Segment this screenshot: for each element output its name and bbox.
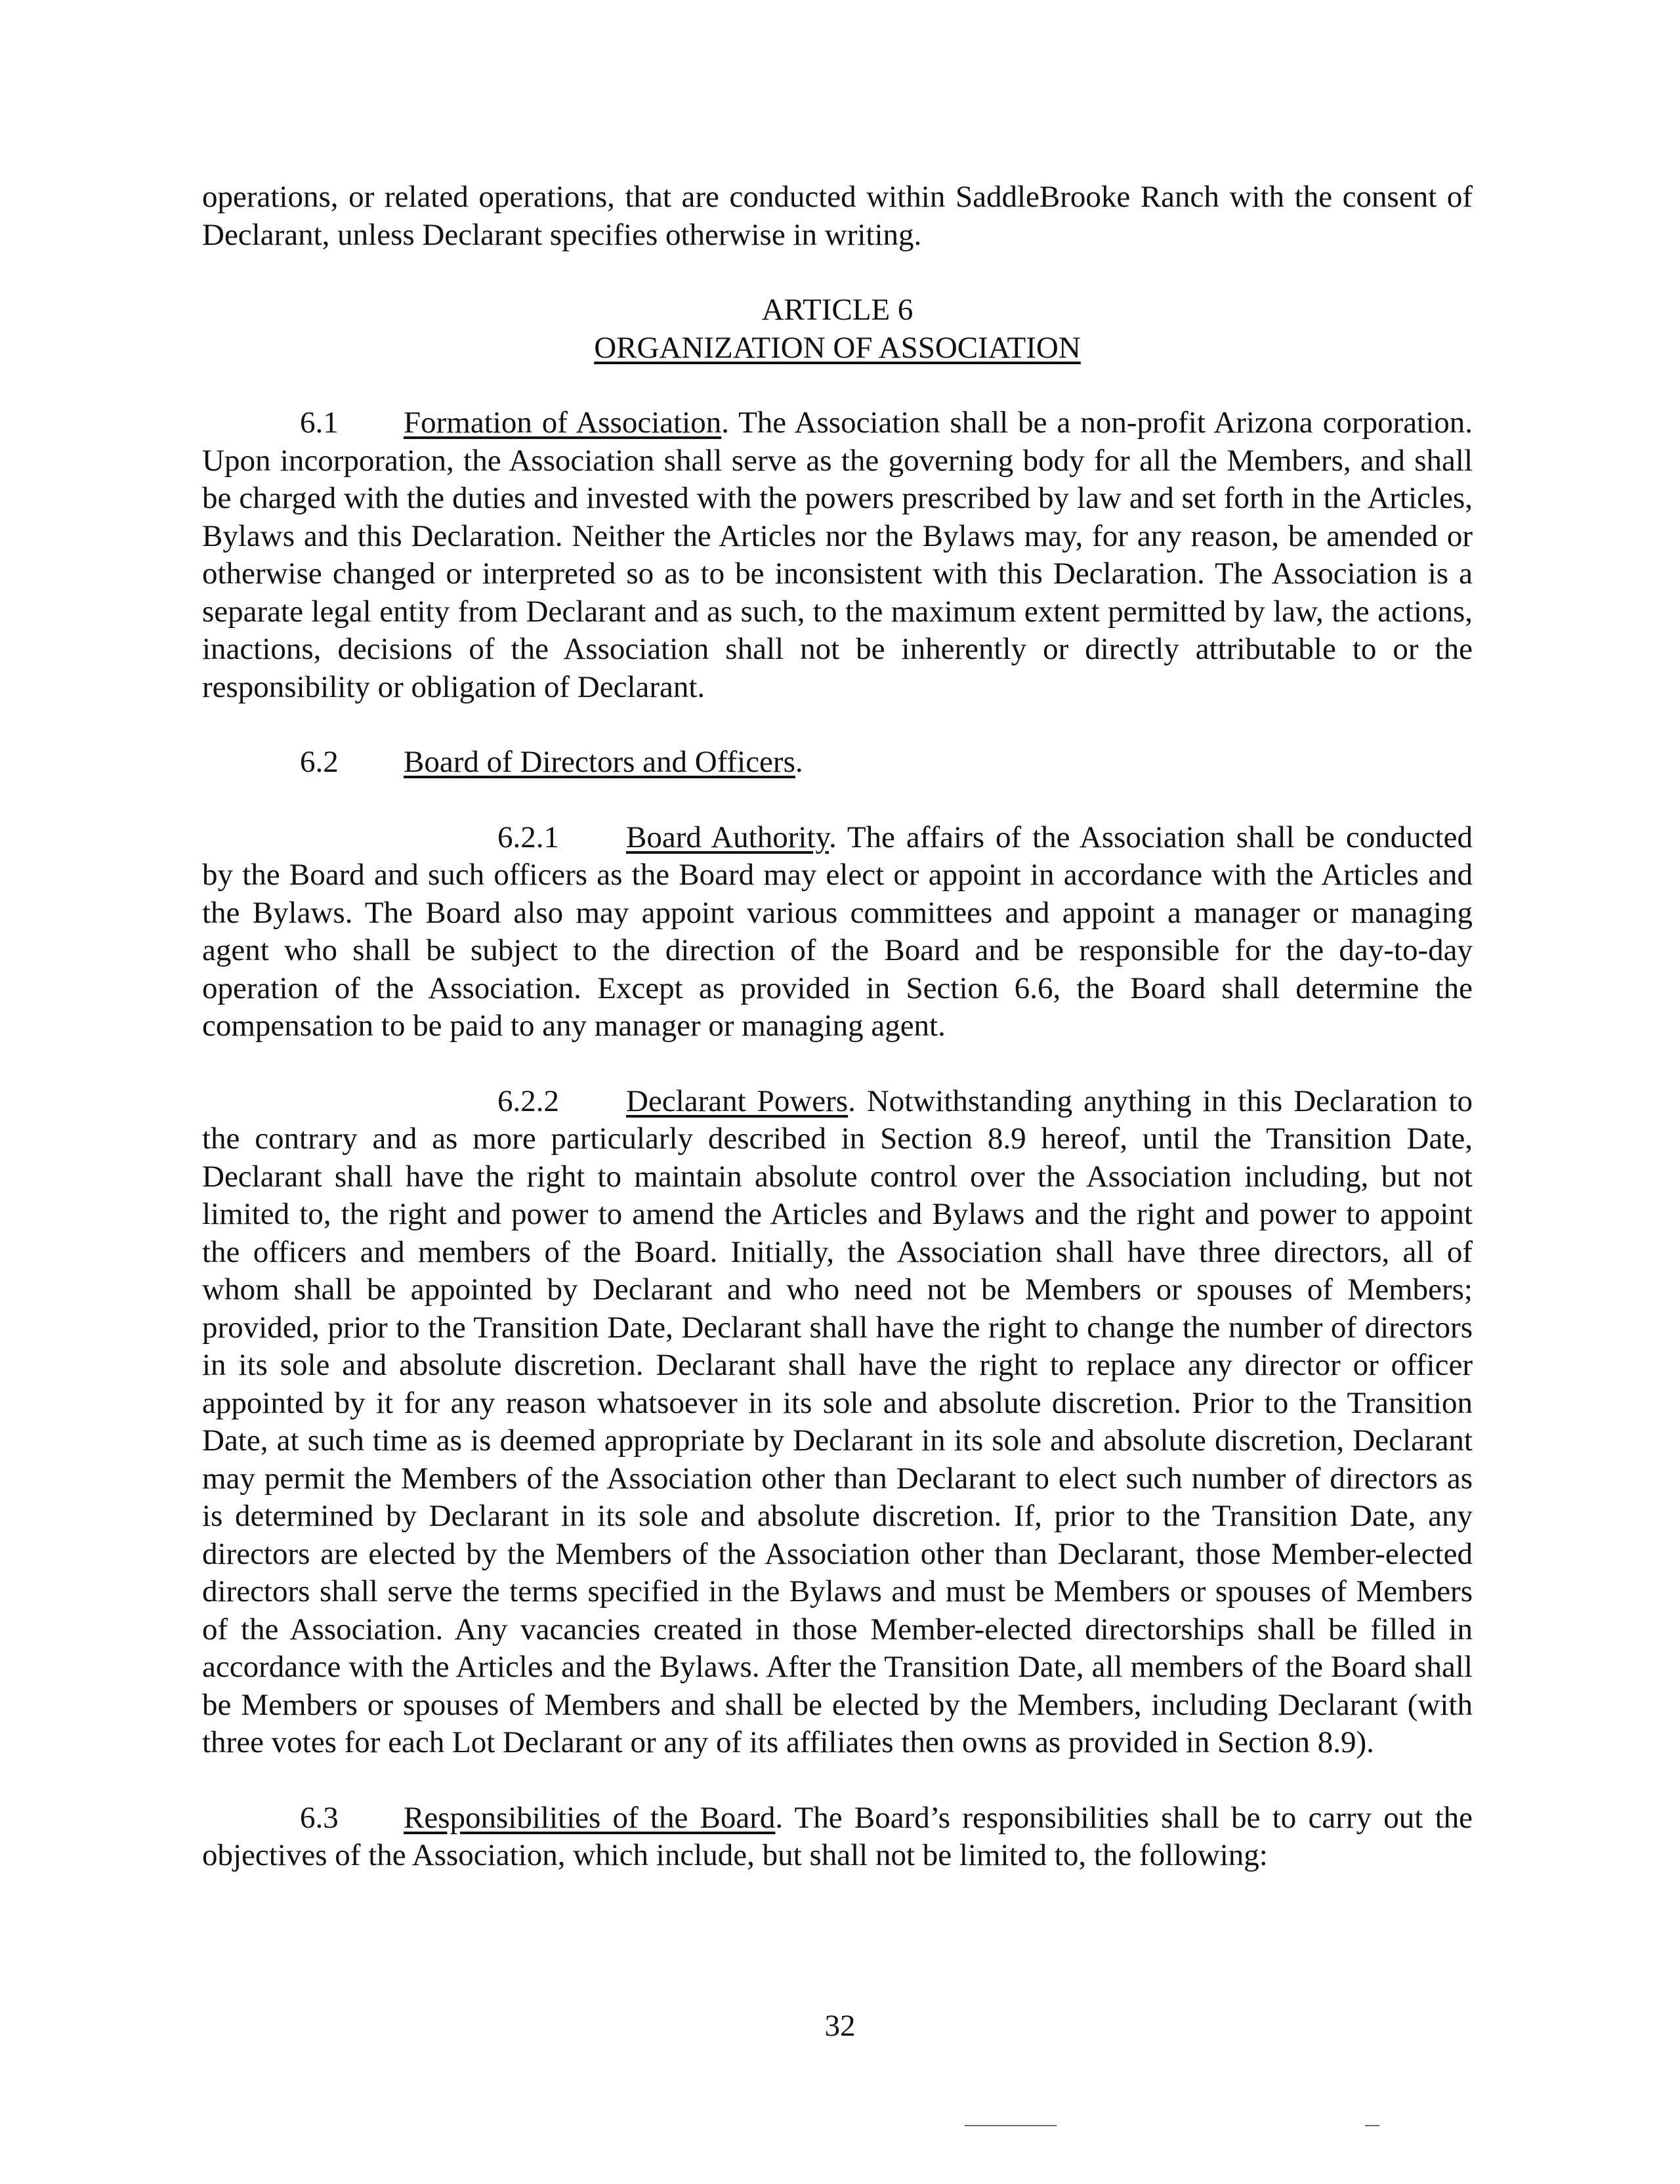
- section-6-2-heading-suffix: .: [795, 745, 803, 779]
- section-6-2-number: 6.2: [300, 745, 339, 779]
- section-6-3-heading: Responsibilities of the Board: [404, 1800, 776, 1835]
- section-6-2-2-heading: Declarant Powers: [626, 1083, 849, 1118]
- section-6-2-1-number: 6.2.1: [497, 820, 559, 854]
- section-6-1: [202, 404, 1473, 706]
- scan-artifact-bottom: [965, 2125, 1057, 2126]
- page-number: 32: [824, 2009, 856, 2043]
- section-6-2-1-heading: Board Authority: [626, 820, 829, 854]
- section-6-2: [202, 744, 1473, 782]
- article-number: ARTICLE 6: [761, 293, 914, 327]
- scan-artifact-bottom-right: [1365, 2125, 1379, 2126]
- article-title: ORGANIZATION OF ASSOCIATION: [594, 330, 1081, 365]
- section-6-3-body: . The Board’s responsibilities shall be to carry out the objectives of the Association, which include, but shall not be limited to, the following:: [202, 1800, 1473, 1872]
- section-6-1-body: . The Association shall be a non-profit Arizona corporation. Upon incorporation, the Association shall serve as the governing body for all the Members, and shall be charged with the duties and invested with the powers prescribed by law and set forth in the Articles, Bylaws and this Declaration. Neither the Articles nor the Bylaws may, for any reason, be amended or otherwise changed or interpreted so as to be inconsistent with this Declaration. The Association is a separate legal entity from Declarant and as such, to the maximum extent permitted by law, the actions, inactions, decisions of the Association shall not be inherently or directly attributable to or the responsibility or obligation of Declarant.: [202, 406, 1473, 704]
- section-6-1-heading: Formation of Association: [404, 406, 722, 440]
- section-6-2-2: [202, 1083, 1473, 1762]
- section-6-1-number: 6.1: [300, 406, 339, 440]
- article-heading: [202, 291, 1473, 367]
- section-6-2-2-body: . Notwithstanding anything in this Declaration to the contrary and as more particularly described in Section 8.9 hereof, until the Transition Date, Declarant shall have the right to maintain absolute control over the Association including, but not limited to, the right and power to amend the Articles and Bylaws and the right and power to appoint the officers and members of the Board. Initially, the Association shall have three directors, all of whom shall be appointed by Declarant and who need not be Members or spouses of Members; provided, prior to the Transition Date, Declarant shall have the right to change the number of directors in its sole and absolute discretion. Declarant shall have the right to replace any director or officer appointed by it for any reason whatsoever in its sole and absolute discretion. Prior to the Transition Date, at such time as is deemed appropriate by Declarant in its sole and absolute discretion, Declarant may permit the Members of the Association other than Declarant to elect such number of directors as is determined by Declarant in its sole and absolute discretion. If, prior to the Transition Date, any directors are elected by the Members of the Association other than Declarant, those Member-elected directors shall serve the terms specified in the Bylaws and must be Members or spouses of Members of the Association. Any vacancies created in those Member-elected directorships shall be filled in accordance with the Articles and the Bylaws. After the Transition Date, all members of the Board shall be Members or spouses of Members and shall be elected by the Members, including Declarant (with three votes for each Lot Declarant or any of its affiliates then owns as provided in Section 8.9).: [202, 1083, 1473, 1759]
- section-6-2-2-number: 6.2.2: [497, 1083, 559, 1118]
- document-body: [202, 178, 1473, 1875]
- section-6-3-number: 6.3: [300, 1800, 339, 1835]
- section-6-2-1-body: . The affairs of the Association shall be conducted by the Board and such officers as the Board may elect or appoint in accordance with the Articles and the Bylaws. The Board also may appoint various committees and appoint a manager or managing agent who shall be subject to the direction of the Board and be responsible for the day-to-day operation of the Association. Except as provided in Section 6.6, the Board shall determine the compensation to be paid to any manager or managing agent.: [202, 820, 1473, 1043]
- section-6-3: [202, 1799, 1473, 1875]
- intro-paragraph: operations, or related operations, that are conducted within SaddleBrooke Ranch with the consent of Declarant, unless Declarant specifies otherwise in writing.: [202, 180, 1473, 252]
- section-6-2-1: [202, 819, 1473, 1045]
- section-6-2-heading: Board of Directors and Officers: [404, 745, 795, 779]
